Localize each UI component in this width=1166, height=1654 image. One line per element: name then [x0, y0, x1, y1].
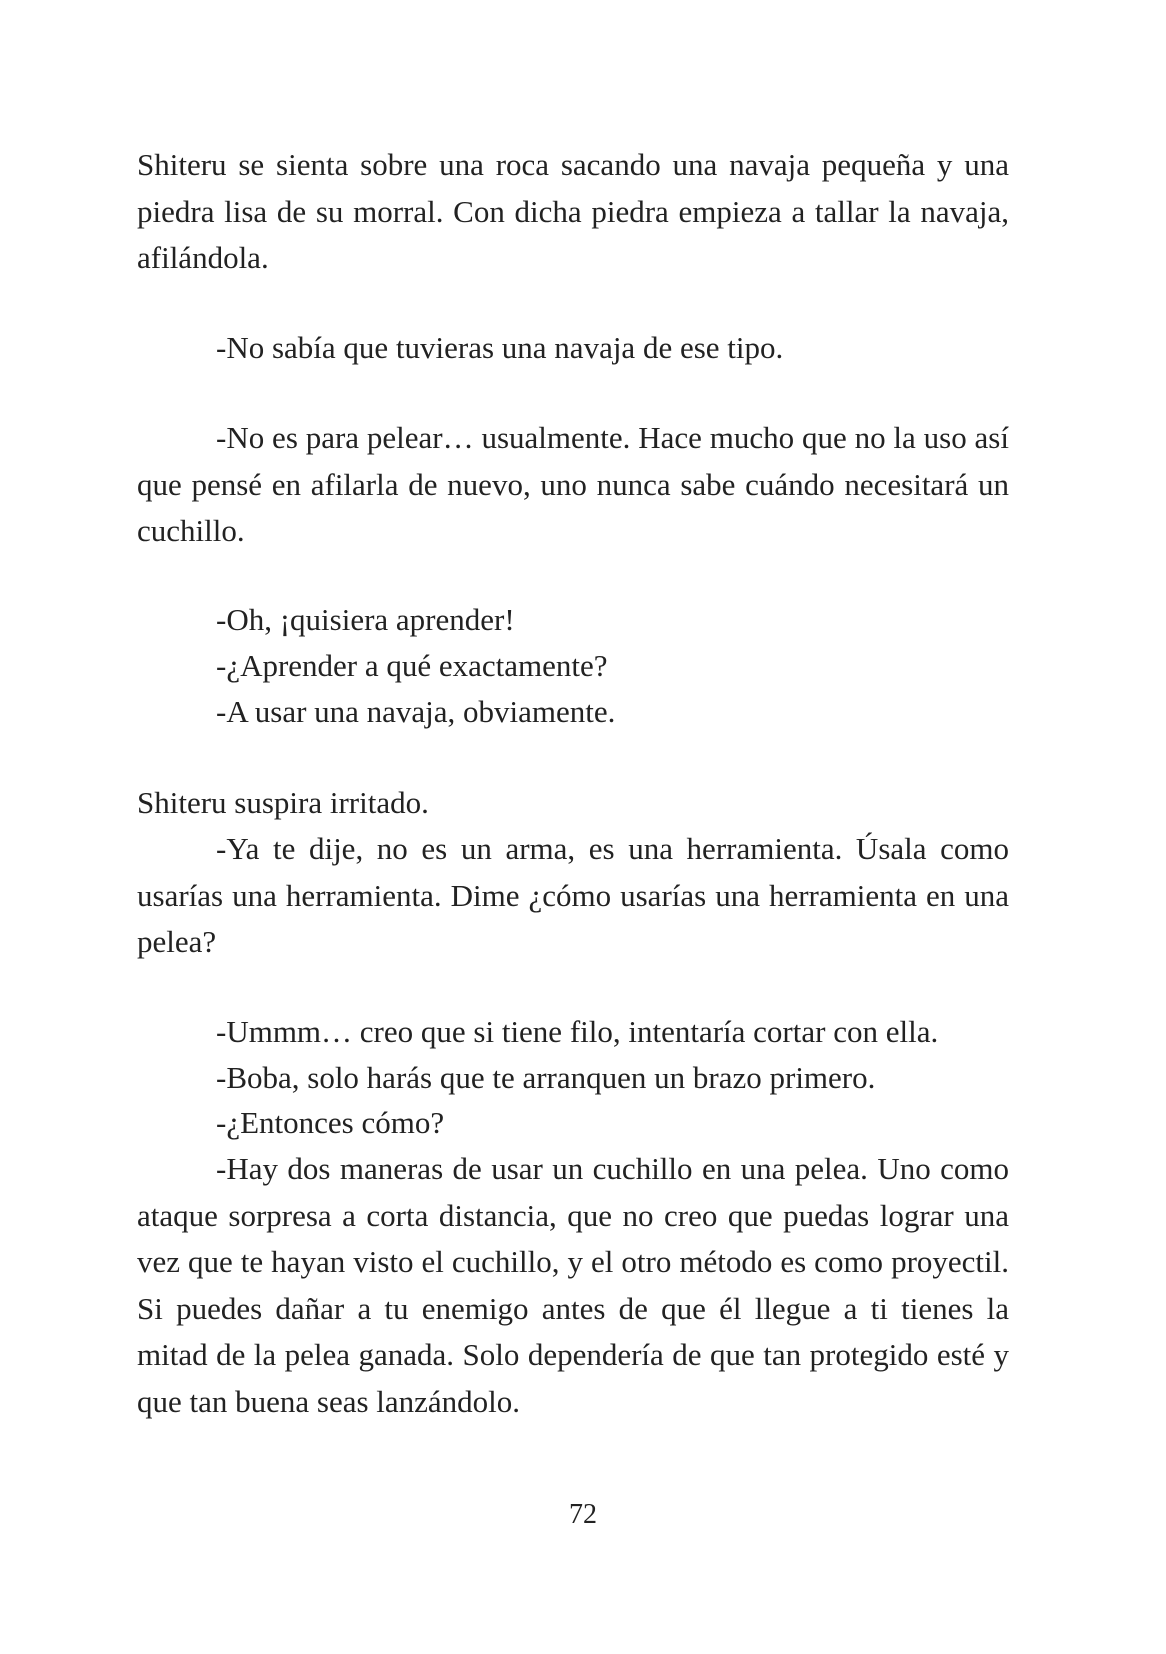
- paragraph-dialogue-3: -Oh, ¡quisiera aprender!: [216, 602, 515, 637]
- paragraph-dialogue-10: -Hay dos maneras de usar un cuchillo en una pelea. Uno como ataque sorpresa a corta distancia, que no creo que puedas lograr una vez que te hayan visto el cuchillo, y el otro método es como proyectil. Si puedes dañar a tu enemigo antes de que él llegue a ti tienes la mitad de la pelea ganada. Solo dependería de que tan protegido esté y que tan buena seas lanzándolo.: [137, 1151, 1009, 1419]
- paragraph-dialogue-2: -No es para pelear… usualmente. Hace mucho que no la uso así que pensé en afilarla de nuevo, uno nunca sabe cuándo necesitará un cuchillo.: [137, 420, 1009, 548]
- paragraph-dialogue-8: -Boba, solo harás que te arranquen un brazo primero.: [216, 1060, 876, 1095]
- paragraph-dialogue-1: -No sabía que tuvieras una navaja de ese tipo.: [216, 330, 784, 365]
- page-number: 72: [569, 1499, 597, 1530]
- paragraph-dialogue-4: -¿Aprender a qué exactamente?: [216, 648, 608, 683]
- paragraph-dialogue-6: -Ya te dije, no es un arma, es una herramienta. Úsala como usarías una herramienta. Dime ¿cómo usarías una herramienta en una pelea?: [137, 831, 1009, 959]
- paragraph-dialogue-7: -Ummm… creo que si tiene filo, intentaría cortar con ella.: [216, 1014, 939, 1049]
- paragraph-dialogue-9: -¿Entonces cómo?: [216, 1105, 445, 1140]
- paragraph-narration-2: Shiteru suspira irritado.: [137, 785, 429, 820]
- paragraph-narration-1: Shiteru se sienta sobre una roca sacando una navaja pequeña y una piedra lisa de su morral. Con dicha piedra empieza a tallar la navaja, afilándola.: [137, 147, 1009, 275]
- paragraph-dialogue-5: -A usar una navaja, obviamente.: [216, 694, 616, 729]
